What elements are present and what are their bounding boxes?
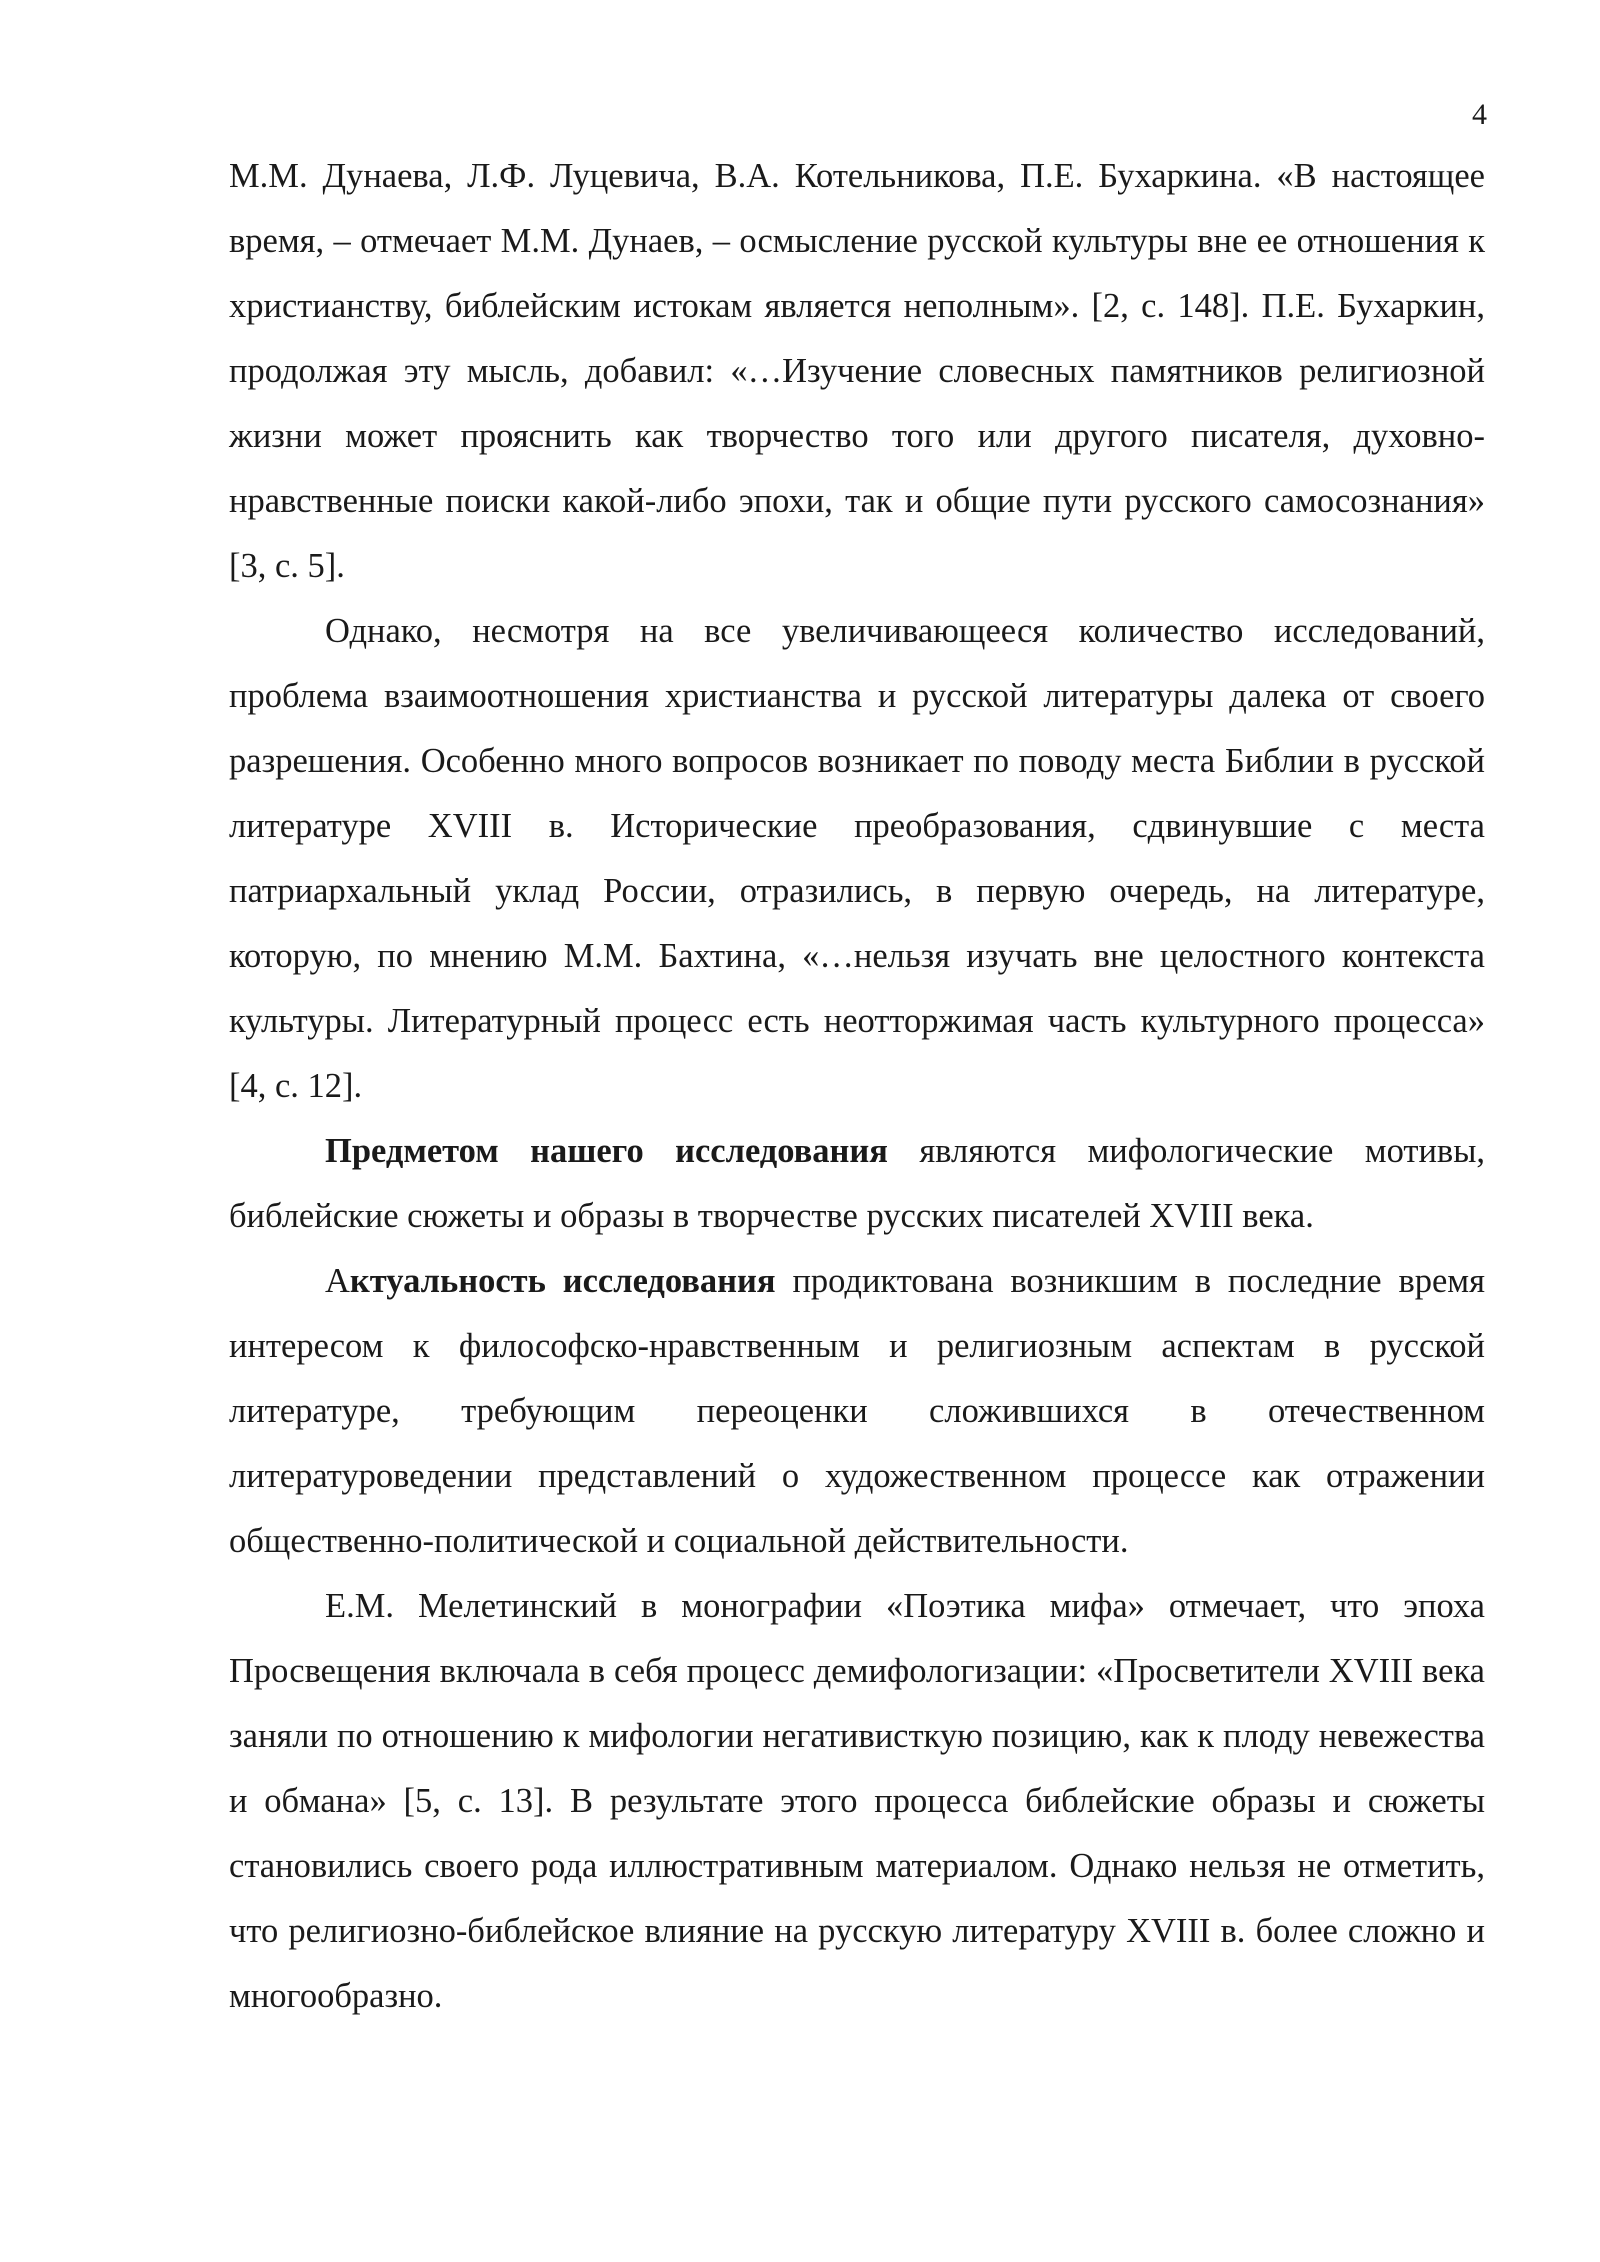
paragraph-relevance-prefix: А — [325, 1262, 350, 1300]
paragraph-relevance-text: продиктована возникшим в последние время интересом к философско-нравственным и религиозным аспектам в русской литературе, требующим переоценки сложившихся в отечественном литературоведении представлений о художественном процессе как отражении общественно-политической и социальной действительности. — [229, 1262, 1485, 1560]
paragraph-1 — [229, 144, 1485, 599]
paragraph-5 — [229, 1574, 1485, 2029]
paragraph-relevance-bold-lead: ктуальность исследования — [349, 1262, 776, 1300]
paragraph-1-text: М.М. Дунаева, Л.Ф. Луцевича, В.А. Котельникова, П.Е. Бухаркина. «В настоящее время, – отмечает М.М. Дунаев, – осмысление русской культуры вне ее отношения к христианству, библейским истокам является неполным». [2, с. 148]. П.Е. Бухаркин, продолжая эту мысль, добавил: «…Изучение словесных памятников религиозной жизни может прояснить как творчество того или другого писателя, духовно-нравственные поиски какой-либо эпохи, так и общие пути русского самосознания» [3, с. 5]. — [229, 157, 1485, 585]
paragraph-2 — [229, 599, 1485, 1119]
paragraph-subject-bold-lead: Предметом нашего исследования — [325, 1132, 888, 1170]
text-body — [229, 144, 1485, 2029]
page-number: 4 — [1472, 98, 1487, 131]
paragraph-5-text: Е.М. Мелетинский в монографии «Поэтика мифа» отмечает, что эпоха Просвещения включала в себя процесс демифологизации: «Просветители XVIII века заняли по отношению к мифологии негативисткую позицию, как к плоду невежества и обмана» [5, с. 13]. В результате этого процесса библейские образы и сюжеты становились своего рода иллюстративным материалом. Однако нельзя не отметить, что религиозно-библейское влияние на русскую литературу XVIII в. более сложно и многообразно. — [229, 1587, 1485, 2015]
paragraph-subject — [229, 1119, 1485, 1249]
paragraph-2-text: Однако, несмотря на все увеличивающееся количество исследований, проблема взаимоотношения христианства и русской литературы далека от своего разрешения. Особенно много вопросов возникает по поводу места Библии в русской литературе XVIII в. Исторические преобразования, сдвинувшие с места патриархальный уклад России, отразились, в первую очередь, на литературе, которую, по мнению М.М. Бахтина, «…нельзя изучать вне целостного контекста культуры. Литературный процесс есть неотторжимая часть культурного процесса» [4, с. 12]. — [229, 612, 1485, 1105]
paragraph-relevance — [229, 1249, 1485, 1574]
paragraph-subject-text: являются мифологические мотивы, библейские сюжеты и образы в творчестве русских писателей XVIII века. — [229, 1132, 1485, 1235]
